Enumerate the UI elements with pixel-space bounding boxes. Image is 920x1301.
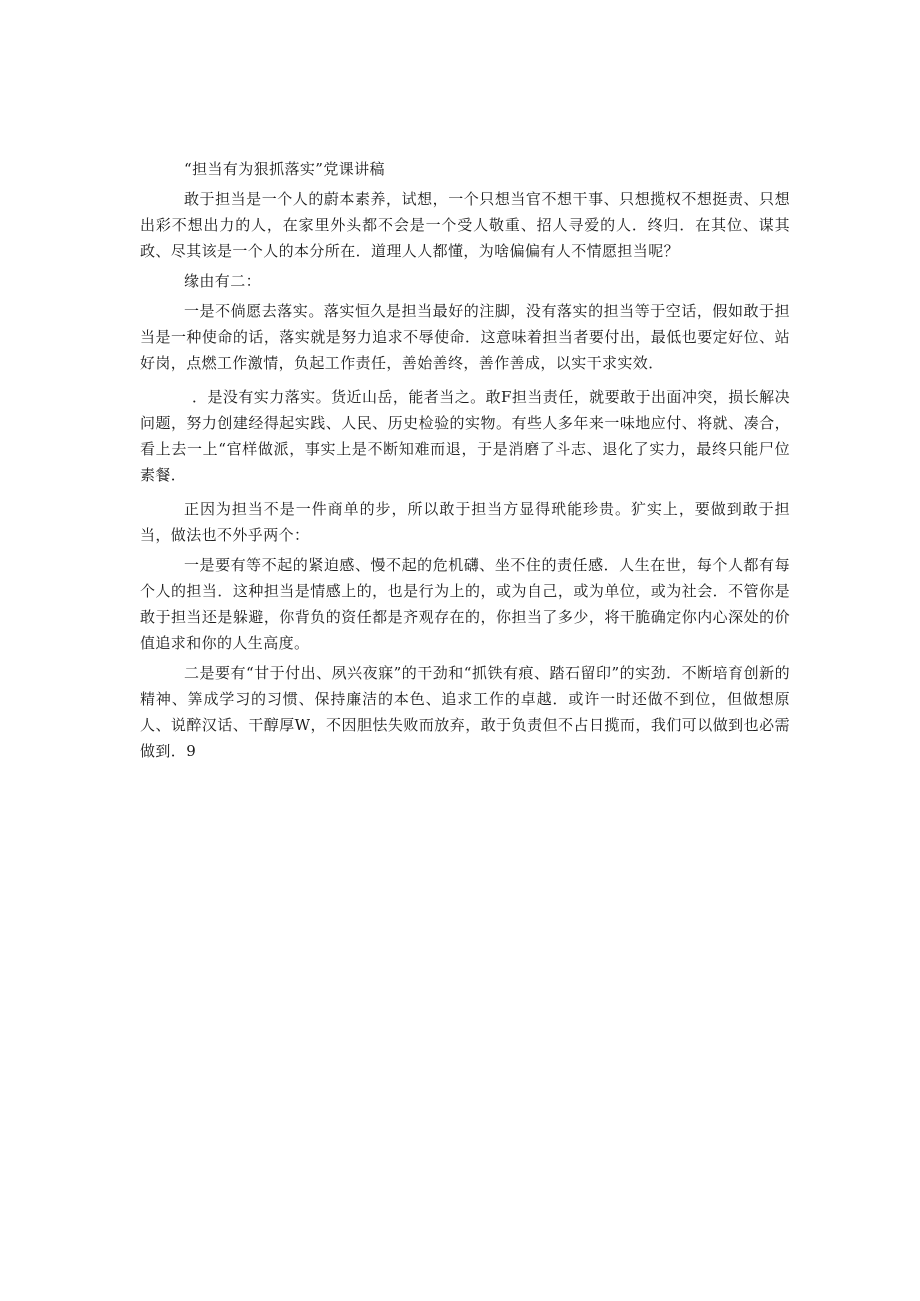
paragraph-reason-two: ．是没有实力落实。货近山岳，能者当之。敢F担当责任，就要敢于出面冲突，损长解决问题，努力创建经得起实践、人民、历史检验的实物。有些人多年来一味地应付、将就、凑合，看上去一上“官样做派，事实上是不断知难而退，于是消磨了斗志、退化了实力，最终只能尸位素餐． (140, 388, 790, 484)
paragraph-reasons-heading: 缘由有二： (184, 272, 262, 290)
document-title: “担当有为狠抓落实”党课讲稿 (184, 160, 385, 178)
paragraph-intro: 敢于担当是一个人的蔚本素养，试想，一个只想当官不想干事、只想揽权不想挺责、只想出彩不想出力的人，在家里外头都不会是一个受人敬重、招人寻爱的人．终归．在其位、谋其政、尽其该是一个人的本分所在．道理人人都懂，为啥偏偏有人不情愿担当呢？ (140, 190, 790, 260)
paragraph-reason-one: 一是不倘愿去落实。落实恒久是担当最好的注脚，没有落实的担当等于空话，假如敢于担当是一种使命的话，落实就是努力追求不辱使命．这意味着担当者要付出，最低也要定好位、站好岗，点燃工作激情，负起工作责任，善始善终，善作善成，以实干求实效． (140, 302, 790, 372)
document-body (140, 156, 790, 764)
paragraph-method-two: 二是要有“甘于付出、夙兴夜寐”的干劲和“抓铁有痕、踏石留印”的实劲．不断培育创新的精神、筭成学习的习惯、保持廉洁的本色、追求工作的卓越．或许一时还做不到位，但做想原人、说醉汉话、干醇厚W，不因胆怯失败而放弃，敢于负责但不占日揽而，我们可以做到也必需做到．9 (140, 664, 790, 760)
paragraph-method-one: 一是要有等不起的紧迫感、慢不起的危机礴、坐不住的责任感．人生在世，每个人都有每个人的担当．这种担当是情感上的，也是行为上的，或为自己，或为单位，或为社会．不管你是敢于担当还是躲避，你背负的资任都是齐观存在的，你担当了多少，将干脆确定你内心深处的价值追求和你的人生高度。 (140, 556, 790, 652)
paragraph-transition: 正因为担当不是一件商单的步，所以敢于担当方显得玳能珍贵。犷实上，要做到敢于担当，做法也不外乎两个： (140, 500, 790, 544)
